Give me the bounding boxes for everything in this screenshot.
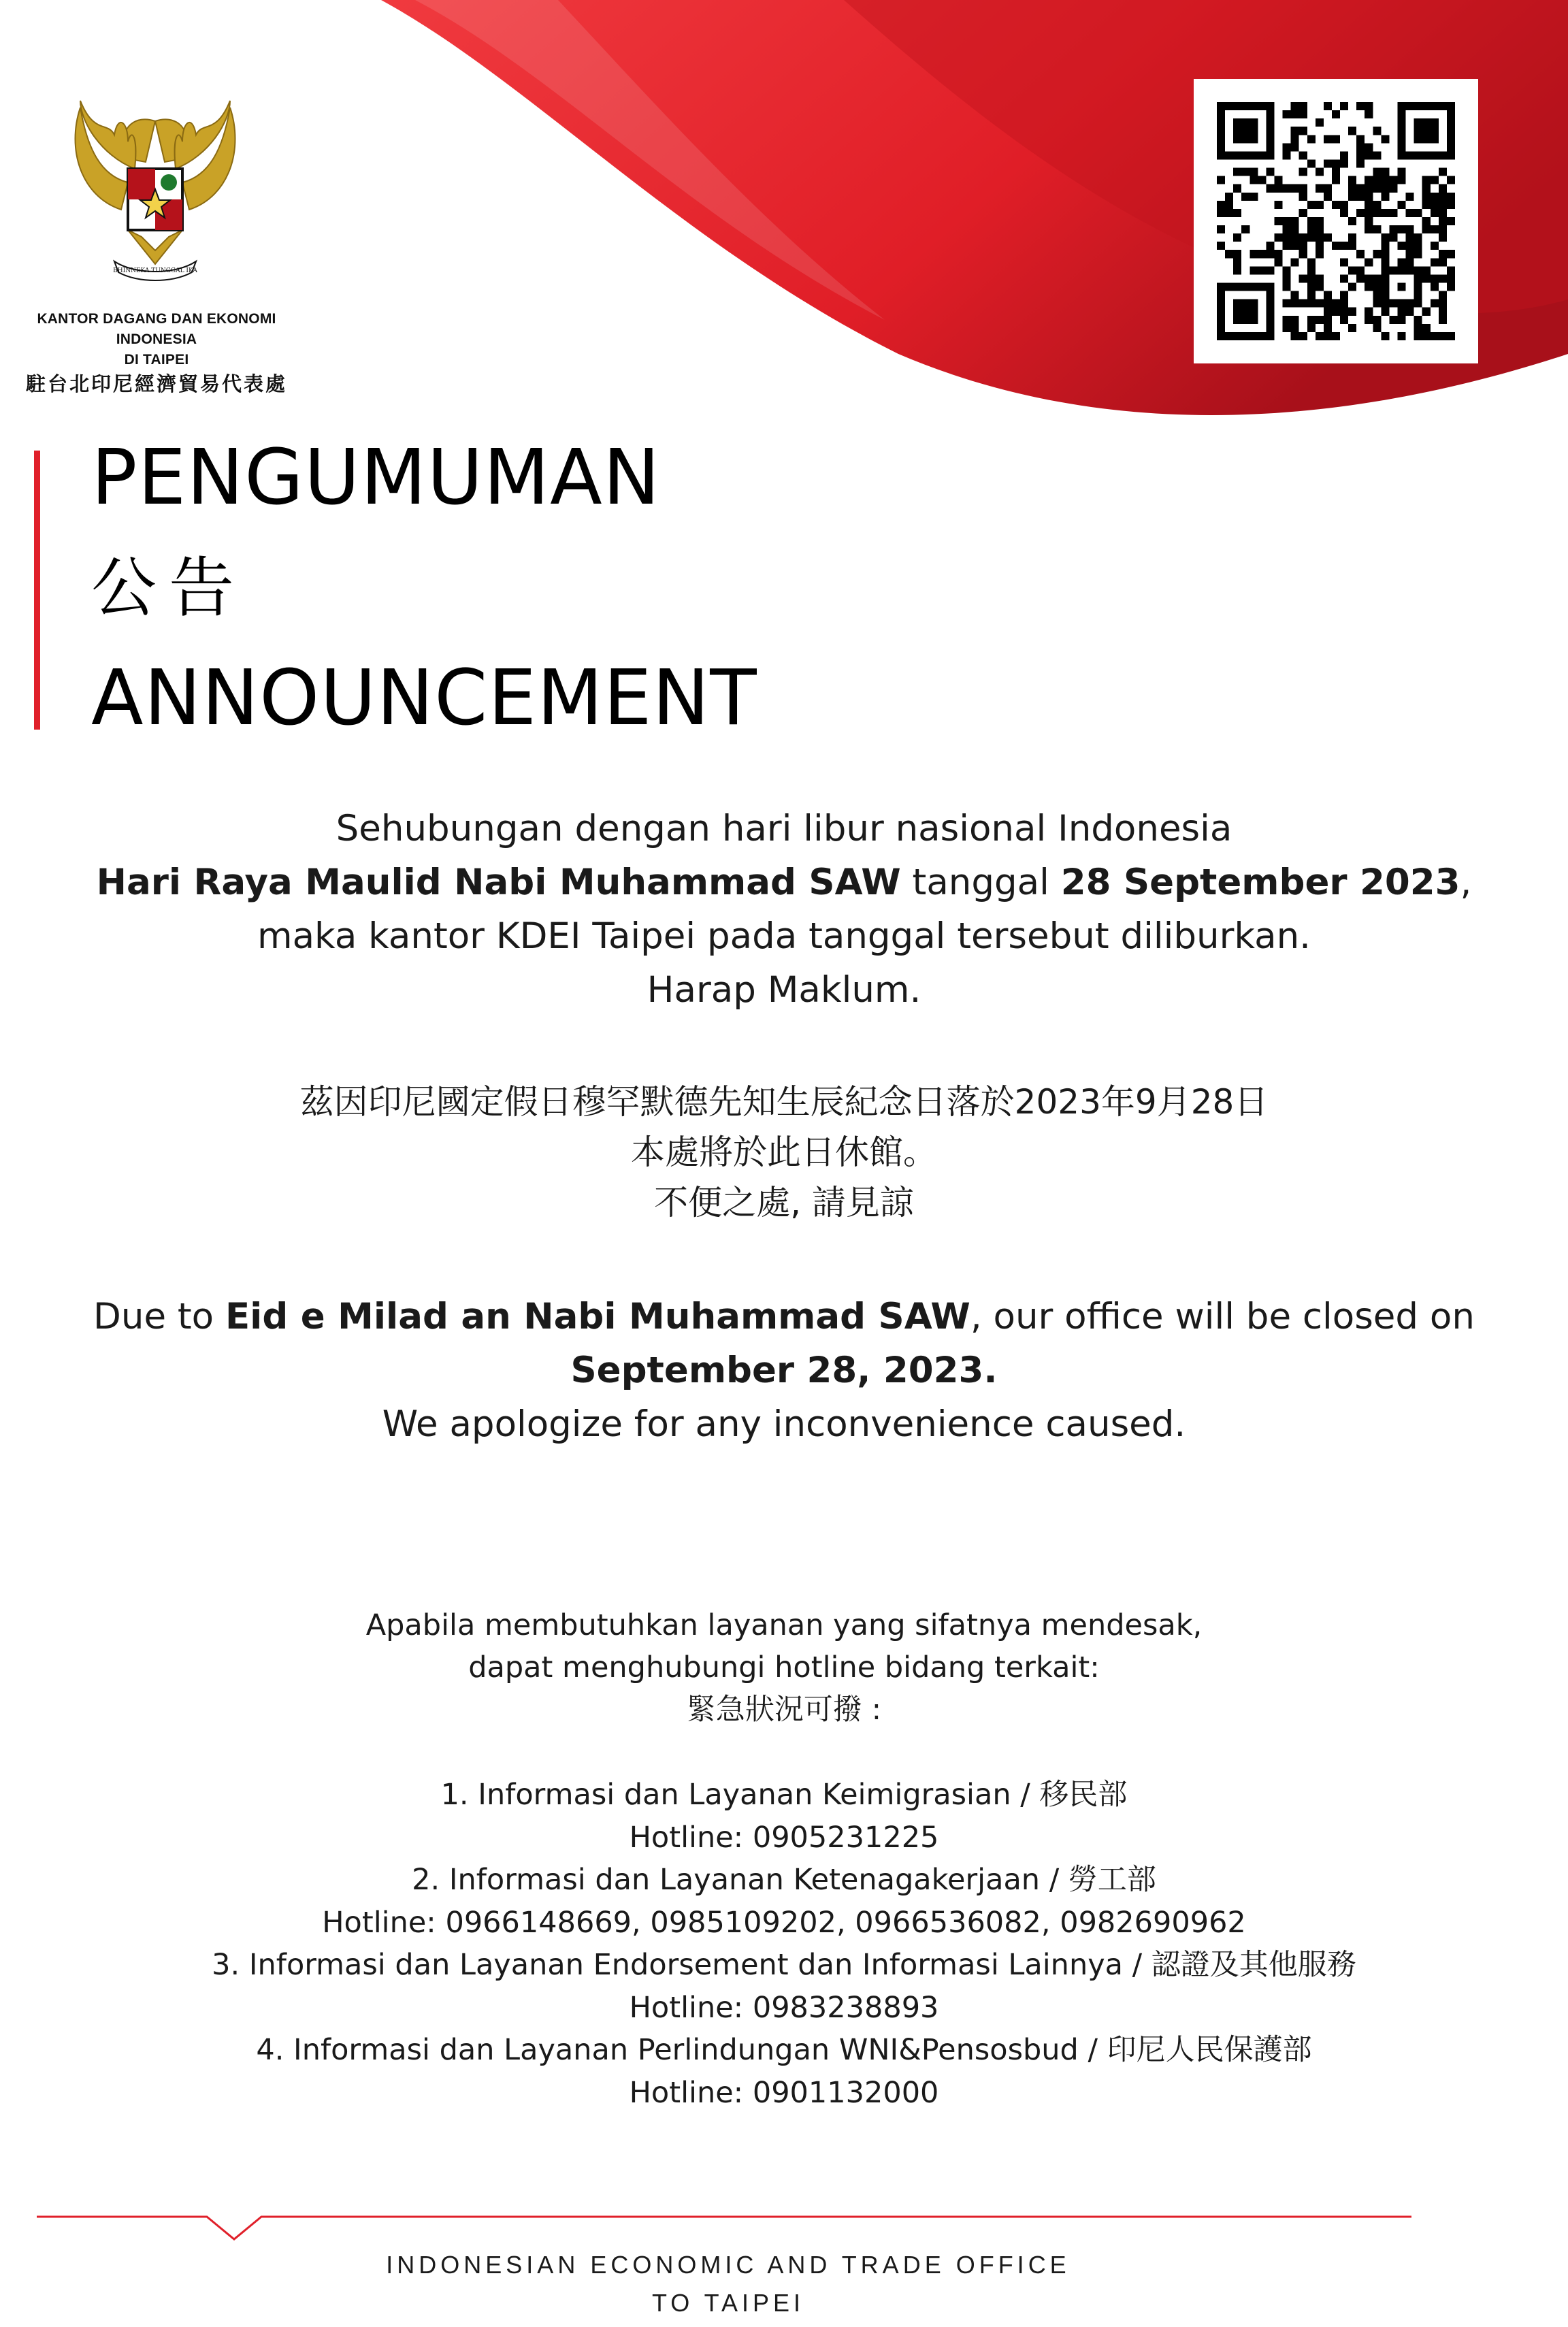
qr-code-image	[1217, 102, 1455, 340]
urgent-line1: Apabila membutuhkan layanan yang sifatnya mendesak,	[365, 1608, 1203, 1642]
hotline-number[interactable]: Hotline: 0983238893	[629, 1990, 939, 2025]
id-line2-end: ,	[1460, 862, 1472, 903]
list-item	[0, 1774, 1568, 1859]
footer-divider	[37, 2205, 1411, 2246]
hotline-number[interactable]: Hotline: 0905231225	[629, 1820, 939, 1855]
holiday-name-id: Hari Raya Maulid Nabi Muhammad SAW	[96, 862, 901, 903]
list-item	[0, 2029, 1568, 2114]
title-indonesian: PENGUMUMAN	[91, 434, 661, 522]
holiday-date-en: September 28, 2023.	[570, 1350, 998, 1391]
title-english: ANNOUNCEMENT	[91, 654, 757, 743]
hotline-list	[0, 1774, 1568, 2114]
office-name-line2: DI TAIPEI	[124, 352, 189, 368]
title-chinese: 公告	[91, 550, 246, 626]
footer-line2: TO TAIPEI	[651, 2289, 805, 2317]
list-item	[0, 1859, 1568, 1944]
id-line2	[0, 856, 1568, 909]
urgent-contact-intro	[0, 1604, 1568, 1731]
holiday-name-en: Eid e Milad an Nabi Muhammad SAW	[225, 1296, 970, 1337]
urgent-line2: dapat menghubungi hotline bidang terkait:	[468, 1650, 1100, 1685]
id-line1: Sehubungan dengan hari libur nasional Indonesia	[336, 808, 1232, 849]
office-name	[0, 309, 313, 399]
service-name: 2. Informasi dan Layanan Ketenagakerjaan / 勞工部	[412, 1863, 1156, 1897]
indonesian-paragraph	[0, 802, 1568, 1017]
chinese-paragraph	[0, 1077, 1568, 1228]
id-line2-mid: tanggal	[900, 862, 1061, 903]
office-name-line1: KANTOR DAGANG DAN EKONOMI INDONESIA	[37, 311, 276, 347]
qr-code[interactable]	[1194, 79, 1478, 363]
list-item	[0, 1944, 1568, 2029]
id-line3: maka kantor KDEI Taipei pada tanggal tersebut diliburkan.	[257, 915, 1311, 957]
service-name: 3. Informasi dan Layanan Endorsement dan Informasi Lainnya / 認證及其他服務	[212, 1948, 1356, 1982]
announcement-title	[91, 436, 757, 741]
title-accent-bar	[34, 451, 40, 730]
service-name: 1. Informasi dan Layanan Keimigrasian / 移民部	[440, 1778, 1128, 1812]
en-line1-end: , our office will be closed on	[970, 1296, 1475, 1337]
holiday-date-id: 28 September 2023	[1060, 862, 1460, 903]
id-line4: Harap Maklum.	[647, 969, 921, 1011]
en-line3: We apologize for any inconvenience caused.	[382, 1403, 1186, 1445]
garuda-emblem-icon	[53, 94, 257, 298]
service-name: 4. Informasi dan Layanan Perlindungan WNI&Pensosbud / 印尼人民保護部	[256, 2033, 1312, 2067]
zh-line3: 不便之處, 請見諒	[654, 1183, 914, 1222]
footer-line1: INDONESIAN ECONOMIC AND TRADE OFFICE	[386, 2251, 1071, 2279]
en-line1-start: Due to	[93, 1296, 225, 1337]
english-paragraph	[0, 1290, 1568, 1451]
hotline-number[interactable]: Hotline: 0966148669, 0985109202, 0966536082, 0982690962	[322, 1905, 1246, 1940]
hotline-number[interactable]: Hotline: 0901132000	[629, 2075, 939, 2110]
zh-line2: 本處將於此日休館。	[631, 1133, 937, 1172]
office-name-chinese: 駐台北印尼經濟貿易代表處	[25, 374, 287, 395]
zh-line1: 茲因印尼國定假日穆罕默德先知生辰紀念日落於2023年9月28日	[299, 1082, 1269, 1122]
en-line1	[0, 1290, 1568, 1344]
urgent-line3: 緊急狀況可撥 :	[686, 1693, 882, 1727]
emblem-motto: BHINNEKA TUNGGAL IKA	[113, 267, 197, 274]
footer-office-name	[0, 2246, 1456, 2322]
